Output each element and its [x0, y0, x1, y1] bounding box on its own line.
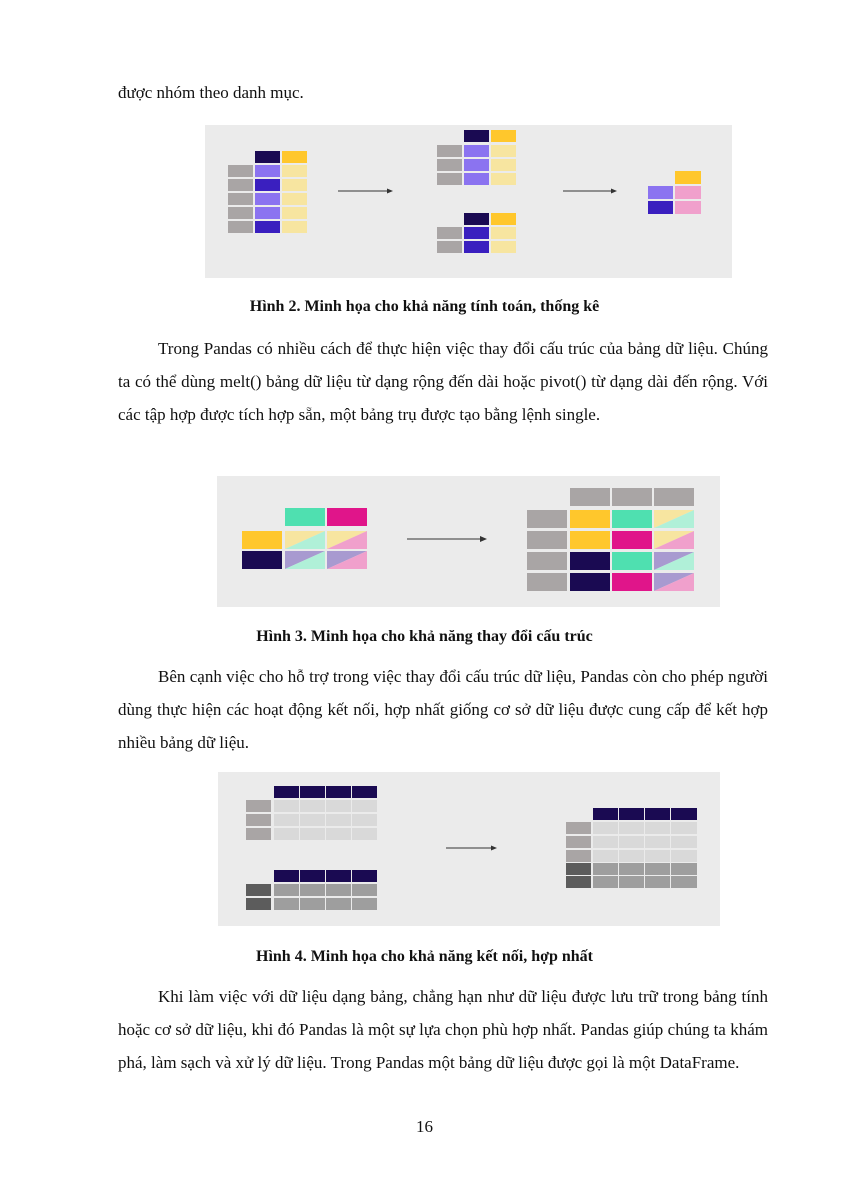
figure-2-graphic [205, 125, 732, 278]
arrow-icon [446, 846, 497, 851]
top-line: được nhóm theo danh mục. [118, 83, 304, 102]
paragraph-2 [118, 660, 768, 759]
figure-3-reshape [217, 476, 720, 607]
paragraph-1 [118, 332, 768, 431]
figure-3-graphic [217, 476, 720, 607]
figure-4-merge [218, 772, 720, 926]
arrow-icon [338, 189, 393, 194]
paragraph-3 [118, 980, 768, 1079]
result-table [648, 171, 701, 214]
arrow-icon [563, 189, 617, 194]
table-a [246, 786, 377, 840]
paragraph-3-text: Khi làm việc với dữ liệu dạng bảng, chẳng hạn như dữ liệu được lưu trữ trong bảng tính hoặc cơ sở dữ liệu, khi đó Pandas là một sự lựa chọn phù hợp nhất. Pandas giúp chúng ta khám phá, làm sạch và xử lý dữ liệu. Trong Pandas một bảng dữ liệu được gọi là một DataFrame. [118, 987, 768, 1072]
result-table [527, 488, 694, 591]
paragraph-1-text: Trong Pandas có nhiều cách để thực hiện việc thay đổi cấu trúc của bảng dữ liệu. Chúng ta có thể dùng melt() bảng dữ liệu từ dạng rộng đến dài hoặc pivot() từ dạng dài đến rộng. Với các tập hợp được tích hợp sẵn, một bảng trụ được tạo bằng lệnh single. [118, 339, 768, 424]
source-table [242, 508, 367, 569]
group-table-1 [437, 130, 516, 185]
arrow-icon [407, 536, 487, 542]
page-number: 16 [416, 1117, 433, 1136]
figure-3-caption: Hình 3. Minh họa cho khả năng thay đổi cấu trúc [256, 628, 593, 645]
figure-2-aggregation [205, 125, 732, 278]
table-b [246, 870, 377, 910]
figure-4-graphic [218, 772, 720, 926]
figure-2-caption: Hình 2. Minh họa cho khả năng tính toán, thống kê [249, 298, 600, 315]
group-table-2 [437, 213, 516, 253]
source-table [228, 151, 307, 233]
figure-4-caption: Hình 4. Minh họa cho khả năng kết nối, hợp nhất [256, 948, 593, 965]
merged-table [566, 808, 697, 888]
paragraph-2-text: Bên cạnh việc cho hỗ trợ trong việc thay đổi cấu trúc dữ liệu, Pandas còn cho phép người dùng thực hiện các hoạt động kết nối, hợp nhất giống cơ sở dữ liệu được cung cấp để kết hợp nhiều bảng dữ liệu. [118, 667, 768, 752]
